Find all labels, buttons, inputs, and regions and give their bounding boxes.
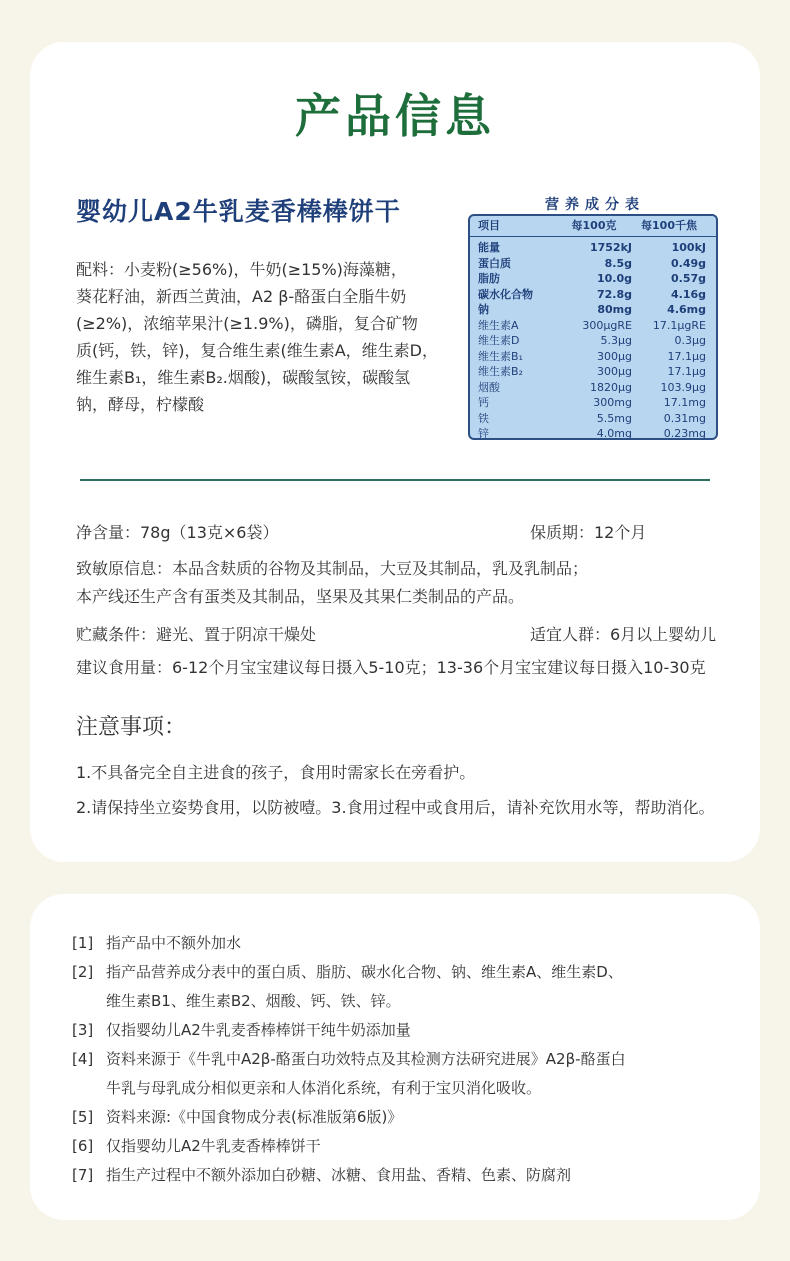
value-per-100g: 300μgRE: [582, 318, 632, 332]
footnote-label: [4]: [72, 1050, 94, 1068]
ingredients-text: [76, 256, 446, 418]
product-info-card: [30, 42, 760, 862]
footnote-text: 指产品中不额外加水: [106, 934, 242, 952]
footnote: [72, 1106, 402, 1127]
value-per-100kj: 17.1μg: [667, 349, 706, 363]
nutrition-row: [470, 271, 716, 287]
notice-item: 2.请保持坐立姿势食用，以防被噎。3.食用过程中或食用后，请补充饮用水等，帮助消化。: [76, 798, 715, 817]
value-per-100g: 1752kJ: [589, 241, 632, 254]
header-per-100g: 每100克: [571, 219, 617, 232]
value-per-100g: 8.5g: [604, 256, 632, 270]
nutrient-name: 钙: [478, 396, 489, 409]
nutrition-row: [470, 333, 716, 349]
value-per-100kj: 17.1μgRE: [652, 318, 706, 332]
value-per-100kj: 17.1μg: [667, 365, 706, 378]
value-per-100kj: 0.57g: [670, 272, 706, 285]
value-per-100g: 300μg: [597, 365, 632, 378]
nutrient-name: 维生素B₂: [478, 365, 523, 378]
footnote-text: 资料来源:《中国食物成分表(标准版第6版)》: [106, 1108, 403, 1126]
footnote-text: 仅指婴幼儿A2牛乳麦香棒棒饼干纯牛奶添加量: [106, 1021, 411, 1039]
value-per-100kj: 0.49g: [670, 256, 706, 270]
nutrient-name: 维生素A: [478, 318, 519, 332]
nutrient-name: 锌: [478, 427, 489, 440]
footnote: [72, 1019, 411, 1040]
footnote-label: [3]: [72, 1021, 94, 1039]
value-per-100kj: 103.9μg: [660, 380, 706, 394]
value-per-100kj: 17.1mg: [663, 396, 706, 409]
net-content: 净含量：78g（13克×6袋）: [76, 523, 279, 542]
nutrition-row: [470, 395, 716, 411]
allergen-info-cont: 本产线还生产含有蛋类及其制品，坚果及其果仁类制品的产品。: [76, 587, 525, 606]
nutrition-table: [468, 214, 718, 440]
ingredients-line: 质(钙，铁，锌)，复合维生素(维生素A，维生素D，: [76, 341, 438, 360]
footnote: [72, 932, 241, 953]
nutrition-row: [470, 318, 716, 334]
nutrition-row: [470, 240, 716, 256]
nutrition-row: [470, 302, 716, 318]
suitable-audience: 适宜人群：6月以上婴幼儿: [530, 625, 717, 644]
nutrient-name: 能量: [478, 241, 500, 254]
nutrient-name: 铁: [478, 411, 489, 425]
footnote: [72, 1164, 571, 1185]
value-per-100g: 5.3μg: [600, 334, 632, 347]
footnote-text: 指产品营养成分表中的蛋白质、脂肪、碳水化合物、钠、维生素A、维生素D、: [106, 963, 623, 981]
product-name: 婴幼儿A2牛乳麦香棒棒饼干: [76, 197, 401, 226]
nutrition-row: [470, 426, 716, 440]
nutrition-table-header: [470, 216, 716, 237]
allergen-info: 致敏原信息：本品含麸质的谷物及其制品，大豆及其制品，乳及乳制品；: [76, 559, 589, 578]
nutrition-row: [470, 380, 716, 396]
header-item: 项目: [478, 219, 500, 232]
nutrition-row: [470, 411, 716, 427]
nutrient-name: 烟酸: [478, 380, 500, 394]
nutrient-name: 碳水化合物: [478, 287, 533, 301]
notice-item: 1.不具备完全自主进食的孩子，食用时需家长在旁看护。: [76, 763, 476, 782]
footnote-continuation: 牛乳与母乳成分相似更亲和人体消化系统，有利于宝贝消化吸收。: [106, 1079, 542, 1097]
nutrition-row: [470, 349, 716, 365]
footnote-continuation: 维生素B1、维生素B2、烟酸、钙、铁、锌。: [106, 992, 401, 1010]
notice-title: 注意事项：: [76, 715, 187, 740]
footnote-text: 仅指婴幼儿A2牛乳麦香棒棒饼干: [106, 1137, 321, 1155]
footnote-label: [1]: [72, 934, 94, 952]
nutrition-table-body: [470, 237, 716, 440]
value-per-100g: 4.0mg: [596, 427, 632, 440]
nutrient-name: 维生素D: [478, 334, 520, 347]
footnote: [72, 1135, 321, 1156]
value-per-100kj: 0.31mg: [663, 411, 706, 425]
ingredients-line: 配料：小麦粉(≥56%)，牛奶(≥15%)海藻糖，: [76, 260, 407, 279]
value-per-100kj: 100kJ: [671, 241, 706, 254]
footnote-label: [2]: [72, 963, 94, 981]
value-per-100kj: 0.23mg: [663, 427, 706, 440]
value-per-100g: 300μg: [597, 349, 632, 363]
value-per-100kj: 0.3μg: [674, 334, 706, 347]
storage-conditions: 贮藏条件：避光、置于阴凉干燥处: [76, 625, 317, 644]
suggested-intake: 建议食用量：6-12个月宝宝建议每日摄入5-10克；13-36个月宝宝建议每日摄入10-30克: [76, 658, 706, 677]
value-per-100g: 10.0g: [596, 272, 632, 285]
nutrition-table-title: 营养成分表: [545, 197, 645, 213]
nutrient-name: 蛋白质: [478, 256, 511, 270]
value-per-100g: 1820μg: [590, 380, 632, 394]
value-per-100g: 300mg: [593, 396, 632, 409]
footnote-text: 资料来源于《牛乳中A2β-酪蛋白功效特点及其检测方法研究进展》A2β-酪蛋白: [106, 1050, 626, 1068]
value-per-100kj: 4.6mg: [667, 303, 706, 316]
footnote-label: [5]: [72, 1108, 94, 1126]
value-per-100g: 5.5mg: [596, 411, 632, 425]
footnote: [72, 1048, 626, 1069]
footnote-text: 指生产过程中不额外添加白砂糖、冰糖、食用盐、香精、色素、防腐剂: [106, 1166, 572, 1184]
nutrient-name: 维生素B₁: [478, 349, 523, 363]
section-divider: [80, 479, 710, 481]
footnote-label: [7]: [72, 1166, 94, 1184]
ingredients-line: 葵花籽油，新西兰黄油，A2 β-酪蛋白全脂牛奶: [76, 287, 407, 306]
ingredients-line: (≥2%)，浓缩苹果汁(≥1.9%)，磷脂，复合矿物: [76, 314, 418, 333]
value-per-100g: 72.8g: [596, 287, 632, 301]
shelf-life: 保质期：12个月: [530, 523, 647, 542]
footnotes-card: [30, 894, 760, 1220]
ingredients-line: 钠，酵母，柠檬酸: [76, 395, 205, 414]
value-per-100kj: 4.16g: [670, 287, 706, 301]
value-per-100g: 80mg: [597, 303, 632, 316]
nutrition-row: [470, 364, 716, 380]
footnote: [72, 961, 623, 982]
header-per-100kj: 每100千焦: [641, 219, 697, 232]
footnote-label: [6]: [72, 1137, 94, 1155]
nutrient-name: 脂肪: [478, 272, 500, 285]
nutrient-name: 钠: [478, 303, 489, 316]
ingredients-line: 维生素B₁，维生素B₂.烟酸)，碳酸氢铵，碳酸氢: [76, 368, 411, 387]
nutrition-row: [470, 287, 716, 303]
page-title: 产品信息: [295, 89, 495, 143]
nutrition-row: [470, 256, 716, 272]
